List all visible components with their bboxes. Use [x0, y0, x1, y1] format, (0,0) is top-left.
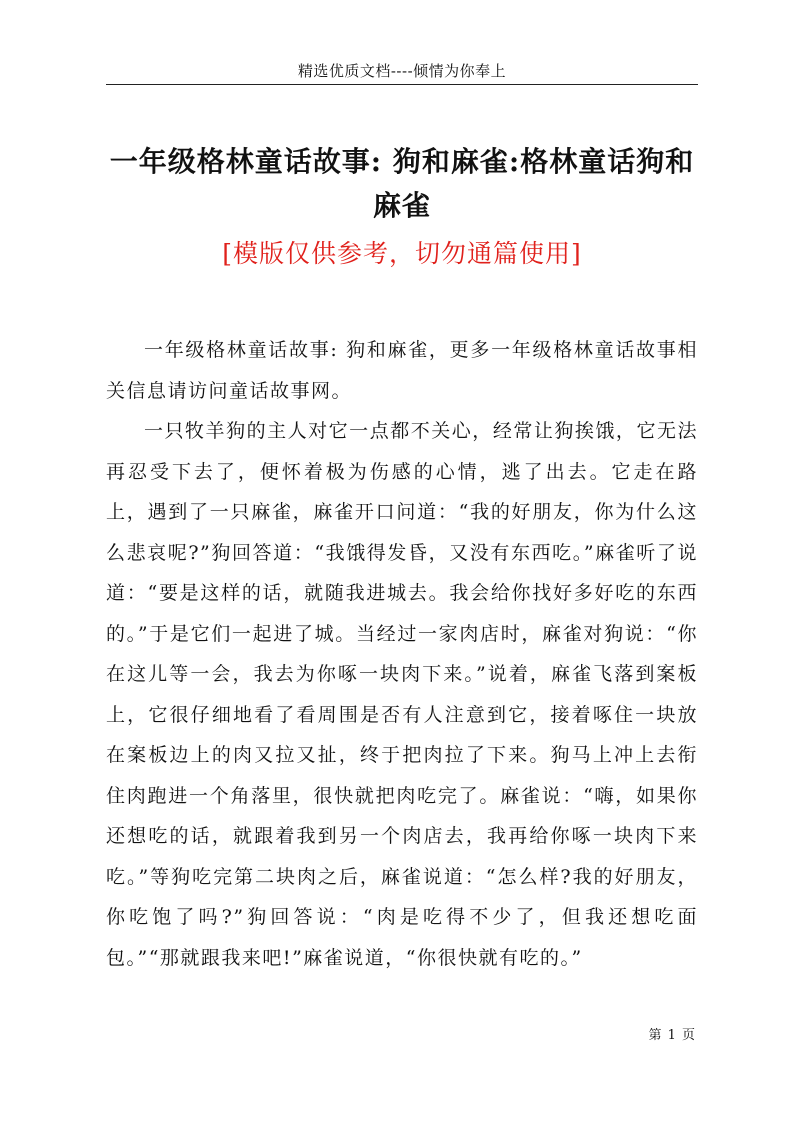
paragraph-intro: 一年级格林童话故事: 狗和麻雀，更多一年级格林童话故事相关信息请访问童话故事网。: [106, 339, 698, 402]
paragraph-story: 一只牧羊狗的主人对它一点都不关心，经常让狗挨饿，它无法再忍受下去了，便怀着极为伤感的心情，逃了出去。它走在路上，遇到了一只麻雀，麻雀开口问道：“我的好朋友，你为什么这么悲哀呢?”狗回答道：“我饿得发昏，又没有东西吃。”麻雀听了说道：“要是这样的话，就随我进城去。我会给你找好多好吃的东西的。”于是它们一起进了城。当经过一家肉店时，麻雀对狗说：“你在这儿等一会，我去为你啄一块肉下来。”说着，麻雀飞落到案板上，它很仔细地看了看周围是否有人注意到它，接着啄住一块放在案板边上的肉又拉又扯，终于把肉拉了下来。狗马上冲上去衔住肉跑进一个角落里，很快就把肉吃完了。麻雀说：“嗨，如果你还想吃的话，就跟着我到另一个肉店去，我再给你啄一块肉下来吃。”等狗吃完第二块肉之后，麻雀说道：“怎么样?我的好朋友，你吃饱了吗?”狗回答说：“肉是吃得不少了，但我还想吃面包。”“那就跟我来吧!”麻雀说道，“你很快就有吃的。”: [106, 420, 698, 969]
document-body: [106, 330, 698, 978]
running-header: 精选优质文档----倾情为你奉上: [106, 58, 698, 85]
page-number: 第 1 页: [648, 1028, 696, 1043]
template-notice: [模版仅供参考，切勿通篇使用]: [222, 239, 582, 268]
document-title: 一年级格林童话故事: 狗和麻雀:格林童话狗和麻雀: [109, 145, 695, 222]
